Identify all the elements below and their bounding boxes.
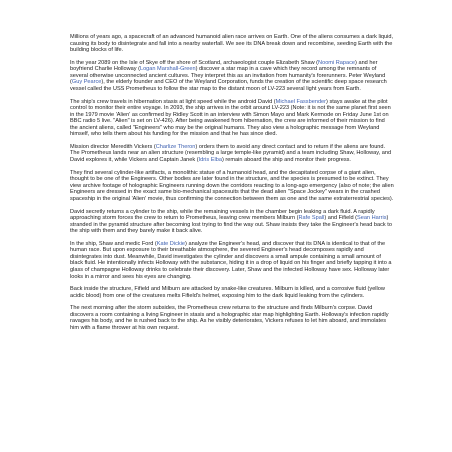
paragraph-text: Back inside the structure, Fifield and Milburn are attacked by snake-like creatures. Milburn is killed, and a corrosive fluid (yellow acidic blood) from one of the creatures melts Fifield's helmet, exposing him to the dark liquid leaking from the cylinders. [70, 286, 385, 299]
paragraph [70, 34, 394, 54]
paragraph-text: ) stays awake at the pilot control to monitor their entire voyage. In 2093, the ship arrives in the orbit around LV-223 (Note: it is not the same planet first seen in the 1979 movie 'Alien' as confirmed by Ridley Scott in an interview with Simon Mayo and Mark Kermode on Friday June 1st on BBC radio 5 live. "Alien" is set on LV-426). After being awakened from hibernation, the crew are informed of their mission to find the ancient aliens, called "Engineers" who may be the original humans. They also view a holographic message from Weyland himself, who tells them about his funding for the mission and that he has since died. [70, 98, 391, 138]
actor-link[interactable]: Michael Fassbender [275, 98, 327, 105]
paragraph-text: ) stranded in the pyramid structure after becoming lost trying to find the way out. Shaw insists they take the Engineer's head back to the ship with them and they barely make it back alive. [70, 215, 392, 235]
paragraph-text: In the ship, Shaw and medic Ford ( [70, 240, 157, 247]
paragraph-text: The next morning after the storm subsides, the Prometheus crew returns to the structure and finds Milburn's corpse. David discovers a room containing a living Engineer in stasis and a holographic star map highlighting Earth. Holloway's infection rapidly ravages his body, and he is rushed back to the ship. As he visibly deteriorates, Vickers refuses to let him aboard, and immolates him with a flame thrower at his own request. [70, 305, 389, 331]
paragraph-text: The ship's crew travels in hibernation stasis at light speed while the android David ( [70, 98, 276, 105]
paragraph-text: ), the elderly founder and CEO of the Weyland Corporation, funds the creation of the scientific deep space research vessel called the USS Prometheus to follow the star map to the distant moon of LV-223 several light years from Earth. [70, 79, 387, 92]
paragraph [70, 286, 394, 299]
paragraph-text: Mission director Meredith Vickers ( [70, 143, 156, 150]
actor-link[interactable]: Idris Elba [198, 157, 222, 164]
paragraph [70, 305, 394, 331]
actor-link[interactable]: Charlize Theron [155, 143, 196, 150]
paragraph-text: Millions of years ago, a spacecraft of an advanced humanoid alien race arrives on Earth. One of the aliens consumes a dark liquid, causing its body to disintegrate and fall into a nearby waterfall. We see its DNA break down and recombine, seeding Earth with the building blocks of life. [70, 34, 394, 54]
paragraph-text: ) remain aboard the ship and monitor their progress. [221, 157, 351, 164]
paragraph-text: They find several cylinder-like artifacts, a monolithic statue of a humanoid head, and the decapitated corpse of a giant alien, thought to be one of the Engineers. Other bodies are later found in the structure, and the species is presumed to be extinct. They view archive footage of holographic Engineers running down the corridors reacting to a long-ago emergency (also of note; the alien Engineers are dressed in the exact same bio-mechanical spacesuits that the dead alien "Space Jockey" wears in the crashed spaceship in the original 'Alien' movie, thus confirming the connection between them as one and the same extraterrestrial species). [70, 169, 394, 202]
actor-link[interactable]: Logan Marshall-Green [139, 66, 196, 73]
paragraph-text: ) and her boyfriend Charlie Holloway ( [70, 59, 378, 73]
paragraph [70, 170, 394, 203]
plot-summary-body [70, 34, 394, 332]
paragraph [70, 209, 394, 235]
actor-link[interactable]: Noomi Rapace [318, 59, 356, 66]
paragraph-text: ) analyze the Engineer's head, and discover that its DNA is identical to that of the human race. But upon exposure to their breathable atmosphere, the severed Engineer's head decomposes rapidly and disintegrates into dust. Meanwhile, David investigates the cylinder and discovers a small ampule containing a small amount of black fluid. He intentionally infects Holloway with the substance, hiding it in a drop of liquid on his finger and briefly tapping it into a glass of champagne Holloway drinks to celebrate their discovery. Later, Shaw and the infected Holloway have sex. Holloway later looks in a mirror and sees his eyes are changing. [70, 240, 392, 280]
actor-link[interactable]: Sean Harris [356, 215, 387, 222]
paragraph [70, 60, 394, 93]
paragraph [70, 144, 394, 164]
actor-link[interactable]: Kate Dickie [156, 240, 186, 247]
paragraph-text: ) and Fifield ( [324, 215, 357, 222]
paragraph-text: David secretly returns a cylinder to the ship, while the remaining vessels in the chamber begin leaking a dark fluid. A rapidly approaching storm forces the crew to return to Prometheus, leaving crew members Milburn ( [70, 208, 375, 222]
actor-link[interactable]: Rafe Spall [298, 215, 325, 222]
paragraph-text: ) discover a star map in a cave which they record among the remnants of several otherwise unconnected ancient cultures. They interpret this as an invitation from humanity's forerunners. Peter Weyland ( [70, 66, 386, 86]
actor-link[interactable]: Guy Pearce [71, 79, 102, 86]
paragraph [70, 99, 394, 138]
paragraph-text: In the year 2089 on the Isle of Skye off the shore of Scotland, archaeologist couple Elizabeth Shaw ( [70, 59, 319, 66]
paragraph [70, 241, 394, 280]
paragraph-text: ) orders them to avoid any direct contact and to return if the aliens are found. The Prometheus lands near an alien structure (resembling a large temple-like pyramid) and a team including Shaw, Holloway, and David explores it, while Vickers and Captain Janek ( [70, 143, 392, 164]
